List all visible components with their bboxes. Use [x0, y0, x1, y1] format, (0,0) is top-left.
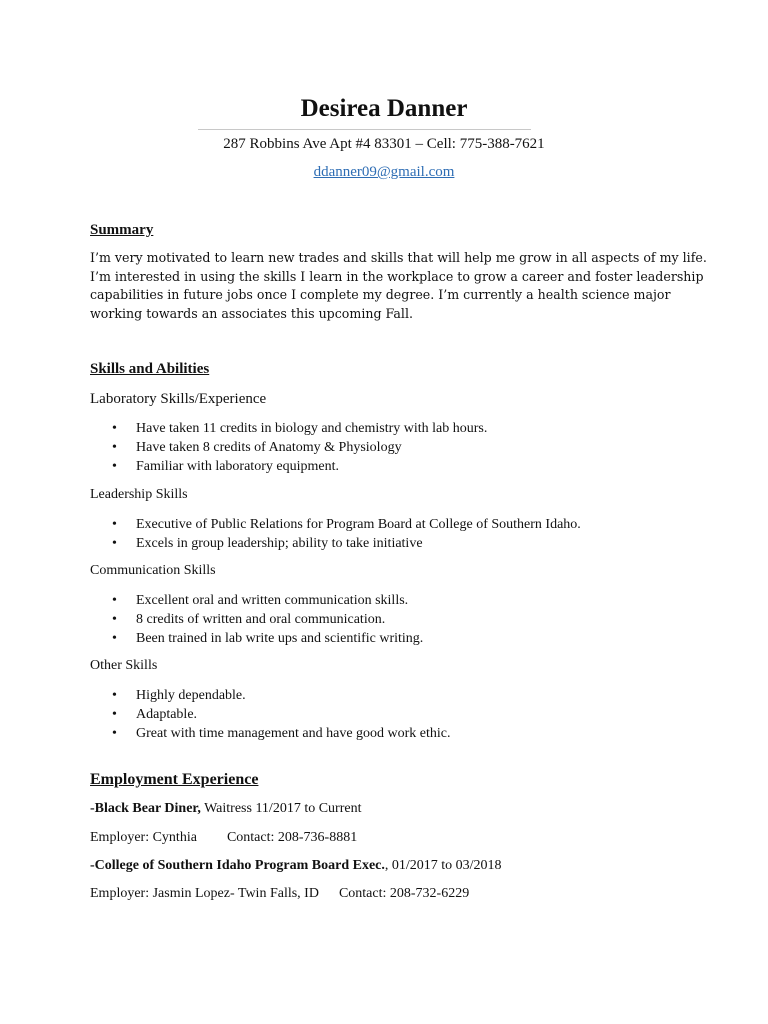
list-item: • Have taken 11 credits in biology and chemistry with lab hours.: [0, 419, 487, 438]
list-item: • Been trained in lab write ups and scientific writing.: [0, 629, 423, 648]
skill-group-title: Other Skills: [90, 658, 158, 673]
job-title-line: [90, 857, 502, 875]
job-title-line: [90, 800, 361, 818]
list-item: • Familiar with laboratory equipment.: [0, 457, 487, 476]
list-item: • Have taken 8 credits of Anatomy & Physiology: [0, 438, 487, 457]
skill-group-title: Leadership Skills: [90, 487, 188, 502]
job-employer: Employer: Jasmin Lopez- Twin Falls, ID: [90, 886, 319, 901]
list-item: • Excels in group leadership; ability to take initiative: [0, 534, 581, 553]
summary-line: capabilities in future jobs once I complete my degree. I’m currently a health science major: [90, 287, 671, 302]
list-item: • Adaptable.: [0, 705, 451, 724]
job-contact: Contact: 208-736-8881: [226, 830, 358, 845]
skill-group-title: Laboratory Skills/Experience: [90, 391, 267, 407]
job-contact: Contact: 208-732-6229: [338, 886, 470, 901]
skills-heading: Skills and Abilities: [90, 361, 210, 377]
skill-list-laboratory: [0, 419, 487, 476]
job-employer: Employer: Cynthia: [90, 830, 197, 845]
job-organization: -Black Bear Diner,: [90, 801, 201, 816]
job-detail: Waitress 11/2017 to Current: [200, 801, 362, 816]
summary-line: working towards an associates this upcoming Fall.: [90, 305, 413, 321]
skill-group-title: Communication Skills: [90, 563, 216, 578]
summary-line: I’m interested in using the skills I learn in the workplace to grow a career and foster leadership: [90, 268, 704, 284]
job-detail: , 01/2017 to 03/2018: [384, 858, 502, 873]
list-item: • Excellent oral and written communication skills.: [0, 591, 423, 610]
list-item: • Highly dependable.: [0, 686, 451, 705]
resume-name: Desirea Danner: [300, 95, 468, 122]
employment-heading: Employment Experience: [90, 771, 259, 788]
summary-heading: Summary: [90, 222, 154, 238]
email-link[interactable]: ddanner09@gmail.com: [313, 164, 455, 180]
skill-list-communication: [0, 591, 423, 648]
summary-line: I’m very motivated to learn new trades and skills that will help me grow in all aspects of my life.: [90, 250, 707, 265]
list-item: • 8 credits of written and oral communication.: [0, 610, 423, 629]
list-item: • Great with time management and have good work ethic.: [0, 724, 451, 743]
summary-text: [90, 249, 707, 323]
job-employer-line: [90, 885, 469, 903]
contact-address: 287 Robbins Ave Apt #4 83301 – Cell: 775-388-7621: [223, 136, 545, 152]
job-organization: -College of Southern Idaho Program Board Exec.: [90, 858, 385, 873]
list-item: • Executive of Public Relations for Program Board at College of Southern Idaho.: [0, 515, 581, 534]
skill-list-other: [0, 686, 451, 743]
job-employer-line: [90, 829, 357, 847]
skill-list-leadership: [0, 515, 581, 553]
contact-email: [0, 163, 768, 181]
header-divider: [198, 129, 531, 130]
